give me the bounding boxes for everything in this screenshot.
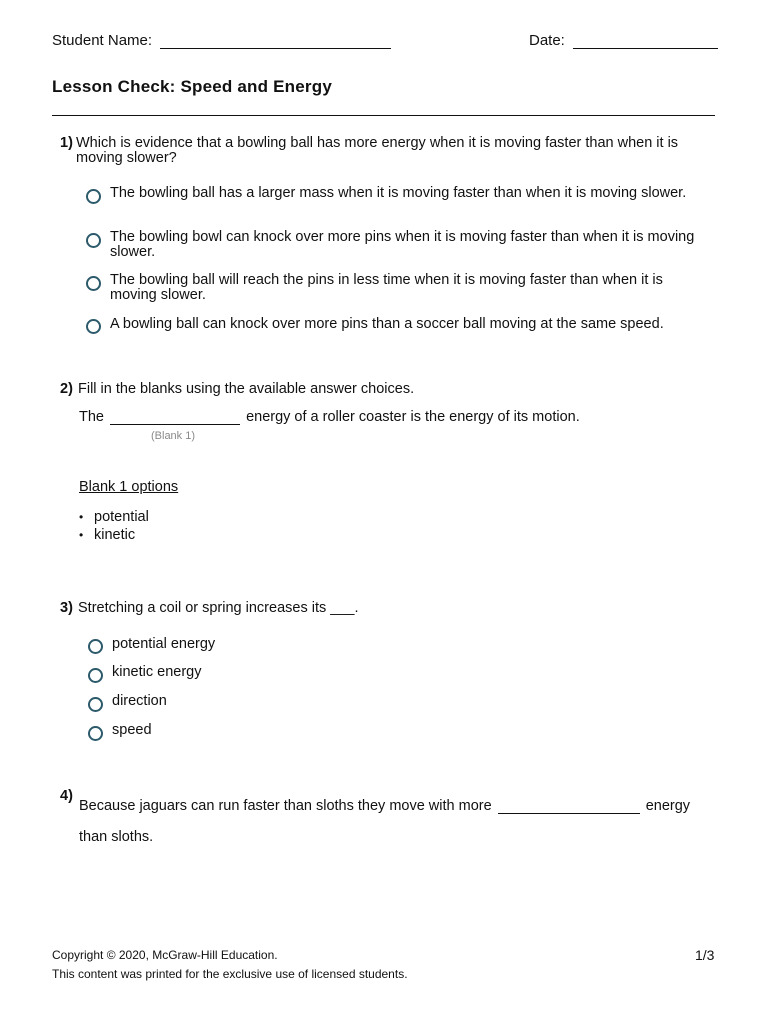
q4-text-line2: than sloths. <box>79 829 154 845</box>
q4-sentence <box>79 799 690 814</box>
q1-option-3-radio[interactable] <box>86 276 101 291</box>
q3-option-1-label: potential energy <box>112 636 216 652</box>
q1-number: 1) <box>60 135 73 151</box>
page-title: Lesson Check: Speed and Energy <box>52 77 332 96</box>
page-number: 1/3 <box>695 947 715 963</box>
q1-option-3-label: The bowling ball will reach the pins in less time when it is moving faster than when it is moving slower. <box>110 272 663 303</box>
q3-option-3-radio[interactable] <box>88 697 103 712</box>
list-item: • potential <box>79 508 149 526</box>
q3-option-4-label: speed <box>112 722 152 738</box>
q3-option-2-label: kinetic energy <box>112 664 202 680</box>
list-item: • kinetic <box>79 526 149 544</box>
q1-option-2-radio[interactable] <box>86 233 101 248</box>
q1-option-1-radio[interactable] <box>86 189 101 204</box>
q2-text: Fill in the blanks using the available answer choices. <box>78 381 415 397</box>
q2-options-list <box>79 508 149 544</box>
q4-number: 4) <box>60 788 73 804</box>
date-label: Date: <box>529 32 565 49</box>
q2-blank-1[interactable] <box>110 410 240 425</box>
title-divider <box>52 115 715 116</box>
student-name-label: Student Name: <box>52 32 153 49</box>
q2-blank-1-label: (Blank 1) <box>151 430 196 442</box>
q1-option-4-radio[interactable] <box>86 319 101 334</box>
q2-sentence <box>79 410 580 425</box>
q3-option-3-label: direction <box>112 693 167 709</box>
date-field[interactable] <box>573 33 718 49</box>
date-row <box>529 32 718 49</box>
q2-sentence-before: The <box>79 409 104 425</box>
q3-option-2-radio[interactable] <box>88 668 103 683</box>
q3-number: 3) <box>60 600 73 616</box>
q4-blank[interactable] <box>498 799 640 814</box>
q1-option-2-label: The bowling bowl can knock over more pins when it is moving faster than when it is moving slower. <box>110 229 695 260</box>
q1-option-4-label: A bowling ball can knock over more pins than a soccer ball moving at the same speed. <box>110 316 664 332</box>
q2-number: 2) <box>60 381 73 397</box>
q2-sentence-after: energy of a roller coaster is the energy of its motion. <box>246 409 580 425</box>
q2-options-heading: Blank 1 options <box>79 479 179 495</box>
q3-text: Stretching a coil or spring increases its ___. <box>78 600 359 616</box>
q4-text-after: energy <box>645 798 691 814</box>
q1-text: Which is evidence that a bowling ball has more energy when it is moving faster than when it is moving slower? <box>76 135 679 166</box>
q3-option-4-radio[interactable] <box>88 726 103 741</box>
q3-option-1-radio[interactable] <box>88 639 103 654</box>
footer-copyright: Copyright © 2020, McGraw-Hill Education. <box>52 948 278 962</box>
student-name-row <box>52 32 391 49</box>
student-name-field[interactable] <box>160 33 391 49</box>
q1-option-1-label: The bowling ball has a larger mass when it is moving faster than when it is moving slower. <box>110 185 687 201</box>
q4-text-before: Because jaguars can run faster than sloths they move with more <box>79 798 492 814</box>
footer-notice: This content was printed for the exclusive use of licensed students. <box>52 967 408 981</box>
